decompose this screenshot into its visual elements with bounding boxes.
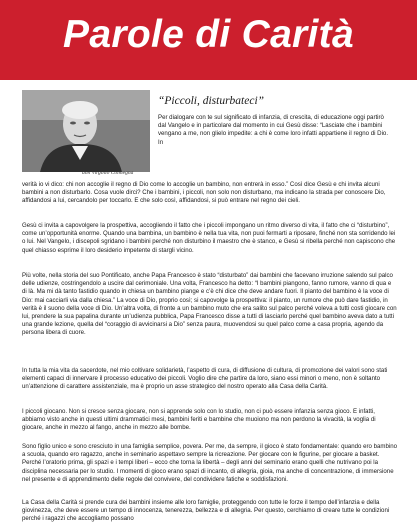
article-intro: Per dialogare con te sul significato di infanzia, di crescita, di educazione oggi partirò dal Vangelo e in particolare dal momento in cui Gesù disse: “Lasciate che i bambini vengano a me, non glielo impedite: a chi è come loro infatti appartiene il regno di Dio. In <box>158 114 389 146</box>
paragraph-7: La Casa della Carità si prende cura dei bambini insieme alle loro famiglie, proteggendo con tutte le forze il tempo dell’infanzia e della giovinezza, che deve essere un tempo di innocenza, tenerezza, bellezza e di allegria. Per questo, cerchiamo di creare tutte le condizioni perché i ragazzi che accogliamo possano <box>22 499 390 523</box>
paragraph-6: Sono figlio unico e sono cresciuto in una famiglia semplice, povera. Per me, da sempre, il gioco è stato fondamentale: quando ero bambino a scuola, quando ero ragazzo, anche in seminario aspettavo sempre la ricreazione. Per giocare con le figurine, per giocare a basket. Perché l’oratorio prima, gli spazi e i tempi liberi – ecco che torna la libertà – degli anni del seminario erano quelli che nutrivano poi la disciplina necessaria per lo studio. I momenti di gioco erano spazi di incanto, di allegria, gioia, ma anche di concentrazione, di immersione nel presente e di apprendimento delle regole del convivere, del condividere fatiche e soddisfazioni. <box>22 443 397 483</box>
article-title: “Piccoli, disturbateci” <box>158 95 265 107</box>
photo-caption: don Virginio Colmegna <box>82 170 134 176</box>
paragraph-5: I piccoli giocano. Non si cresce senza giocare, non si apprende solo con lo studio, non ci può essere infanzia senza gioco. E infatti, abbiamo visto anche in questi ultimi drammatici mesi, bambini feriti e bambine che muoiono ma non perdono la vivacità, la voglia di giocare, anche in mezzo al fango, anche in mezzo alle bombe. <box>22 408 376 432</box>
author-photo <box>22 90 150 172</box>
paragraph-3: Più volte, nella storia del suo Pontificato, anche Papa Francesco è stato “disturbato” dai bambini che facevano irruzione salendo sul palco delle udienze, costringendolo a uscire dal cerimoniale. Una volta, Francesco ha detto: “I bambini piangono, fanno rumore, vanno di qua e di là. Ma mi dà tanto fastidio quando in chiesa un bambino piange e c’è chi dice che deve andare fuori. Il pianto del bambino è la voce di Dio: mai cacciarli via dalla chiesa.” La voce di Dio, proprio così; si capovolge la prospettiva: il pianto, un rumore che può dare fastidio, in verità è il suono della voce di Dio. Un’altra volta, di fronte a un bambino muto che era salito sul palco perché voleva a tutti costi giocare con lui, prendere la sua papalina durante un’udienza pubblica, Papa Francesco disse a tutti di lasciarlo perché quel bambino aveva dato a tutti una grande lezione, quella del “coraggio di avvicinarsi a Dio” senza paura, muovendosi su quel palco come a casa propria, agendo da persona libera di cuore. <box>22 272 397 337</box>
header-banner <box>0 0 417 80</box>
paragraph-4: In tutta la mia vita da sacerdote, nel mio coltivare solidarietà, l’aspetto di cura, di diffusione di cultura, di promozione dei valori sono stati elementi capaci di innervare il processo educativo dei piccoli. Voglio dire che partire da loro, siano essi minori o meno, non è soltanto un’attenzione di carattere assistenziale, ma è proprio un asse strategico del nostro operato alla Casa della Carità. <box>22 367 388 391</box>
paragraph-2: Gesù ci invita a capovolgere la prospettiva, accogliendo il fatto che i piccoli impongano un ritmo diverso di vita, il fatto che ci “disturbino”, come un’opportunità enorme. Quando una bambina, un bambino è nella tua vita, non puoi fermarti a riposare, finché non sta sorridendo lei o lui. Nel Vangelo, i discepoli sgridano i bambini perché non disturbino il maestro che è stanco, e Gesù si ribella perché non capiscono che quel chiasso esprime il loro desiderio impetente di stargli vicino. <box>22 222 396 254</box>
page-title: Parole di Carità <box>63 13 354 56</box>
paragraph-1: verità io vi dico: chi non accoglie il regno di Dio come lo accoglie un bambino, non entrerà in esso.” Così dice Gesù e chi invita alcuni bambini a non disturbarlo. Cosa vuole dirci? Che i bambini, i piccoli, non solo non disturbano, ma indicano la strada per conoscere Dio, affidandosi a lui, cercandolo per toccarlo. E che solo così, affidandosi, si può entrare nel regno dei cieli. <box>22 181 386 205</box>
